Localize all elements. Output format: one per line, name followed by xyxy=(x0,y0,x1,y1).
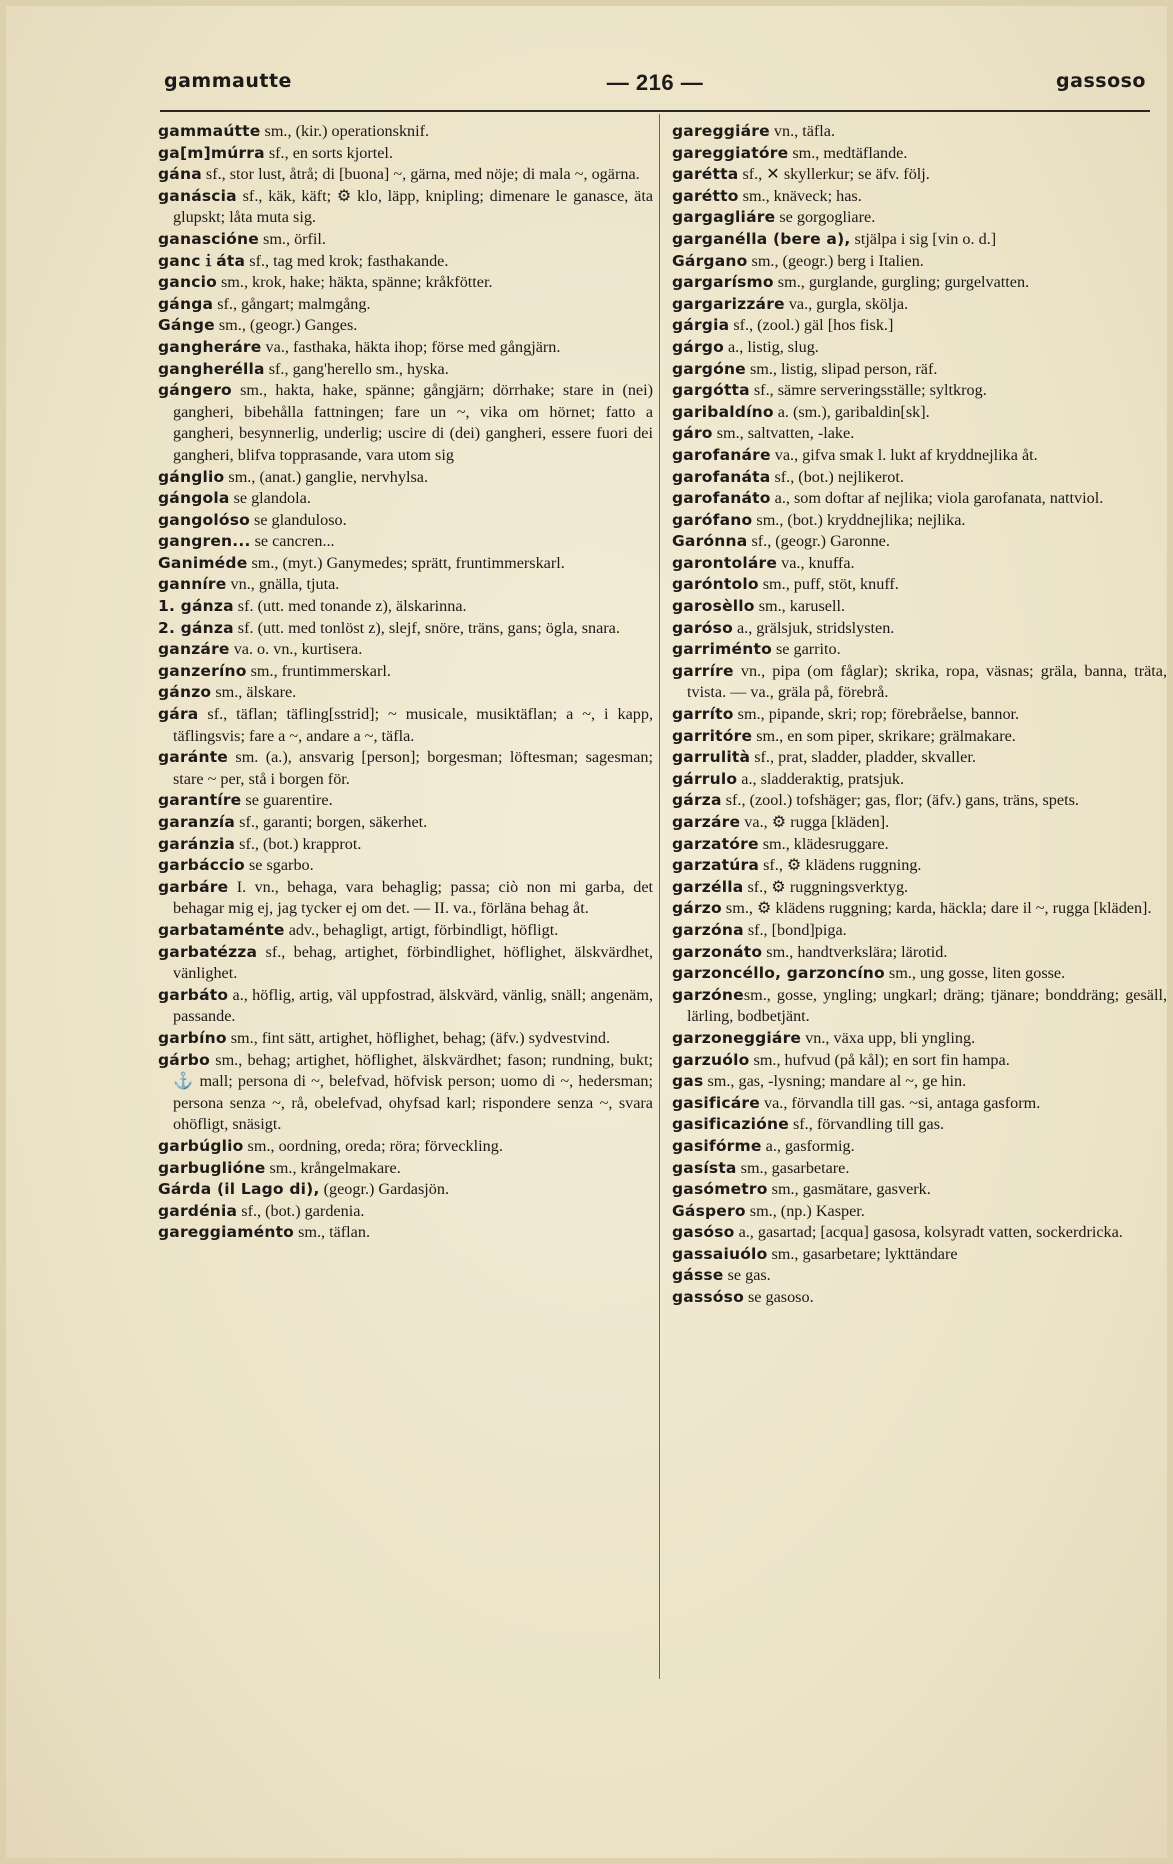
entry-headword: Gánge xyxy=(158,316,215,335)
entry-headword: garzóne xyxy=(672,985,744,1004)
dictionary-entry xyxy=(158,251,653,273)
entry-headword: gásse xyxy=(672,1266,724,1285)
dictionary-entry xyxy=(158,834,653,856)
entry-headword: garríre xyxy=(672,661,734,680)
entry-headword: garríto xyxy=(672,705,734,724)
entry-headword: gargótta xyxy=(672,381,750,400)
entry-headword: garibaldíno xyxy=(672,402,774,421)
entry-headword: garzoneggiáre xyxy=(672,1028,802,1047)
dictionary-entry xyxy=(672,553,1167,575)
entry-definition: se gasoso. xyxy=(743,1288,814,1307)
dictionary-entry xyxy=(158,229,653,251)
dictionary-entry xyxy=(672,488,1167,510)
entry-definition: sf., [bond]piga. xyxy=(743,920,847,939)
entry-headword: gárza xyxy=(672,791,722,810)
entry-headword: gareggiatóre xyxy=(672,143,789,162)
entry-headword: Gáspero xyxy=(672,1201,746,1220)
entry-headword: gassóso xyxy=(672,1288,744,1307)
entry-definition: sm., örfil. xyxy=(258,229,326,248)
entry-definition: vn., gnälla, tjuta. xyxy=(226,575,340,594)
entry-headword: gárgia xyxy=(672,316,730,335)
entry-headword: garofanáto xyxy=(672,489,771,508)
entry-headword: gammaútte xyxy=(158,122,261,140)
dictionary-entry xyxy=(158,380,653,466)
dictionary-entry xyxy=(672,315,1167,337)
dictionary-entry xyxy=(672,747,1167,769)
entry-definition: sm., puff, stöt, knuff. xyxy=(758,575,899,594)
entry-headword: garosèllo xyxy=(672,597,755,616)
dictionary-entry xyxy=(672,596,1167,618)
entry-headword: gárrulo xyxy=(672,769,738,788)
entry-definition: vn., växa upp, bli yngling. xyxy=(801,1028,976,1047)
entry-definition: se gorgogliare. xyxy=(775,208,876,227)
entry-headword: 2. gánza xyxy=(158,618,234,637)
entry-headword: garzáre xyxy=(672,813,741,831)
entry-definition: sm., (anat.) ganglie, nervhylsa. xyxy=(224,467,428,486)
dictionary-entry xyxy=(672,1093,1167,1115)
entry-headword: garóso xyxy=(672,618,733,637)
entry-definition: sm., fruntimmerskarl. xyxy=(246,661,391,680)
entry-headword: garánte xyxy=(158,748,229,767)
entry-headword: garantíre xyxy=(158,791,242,810)
dictionary-entry xyxy=(158,1222,653,1244)
entry-headword: gánga xyxy=(158,294,214,313)
entry-definition: va., ⚙ rugga [kläden]. xyxy=(740,813,890,831)
entry-definition: sm., (geogr.) berg i Italien. xyxy=(747,251,924,270)
entry-headword: garganélla (bere a), xyxy=(672,229,851,248)
dictionary-entry xyxy=(158,164,653,186)
entry-definition: se guarentire. xyxy=(241,791,333,810)
right-column xyxy=(672,121,1167,1309)
entry-headword: garzatúra xyxy=(672,856,760,875)
entry-headword: garzonáto xyxy=(672,942,763,961)
header-rule xyxy=(160,110,1150,112)
entry-definition: va. o. vn., kurtisera. xyxy=(229,640,363,659)
dictionary-entry xyxy=(672,294,1167,316)
entry-headword: gángola xyxy=(158,489,230,508)
entry-headword: gángero xyxy=(158,381,232,400)
entry-definition: sf. (utt. med tonande z), älskarinna. xyxy=(233,597,467,616)
entry-headword: gasómetro xyxy=(672,1180,768,1199)
entry-headword: gárbo xyxy=(158,1050,210,1069)
entry-definition: sf., sämre serveringsställe; syltkrog. xyxy=(749,381,987,400)
entry-headword: garriménto xyxy=(672,640,772,659)
dictionary-entry xyxy=(672,985,1167,1028)
entry-headword: garétto xyxy=(672,186,739,205)
dictionary-entry xyxy=(158,704,653,747)
entry-headword: garbáre xyxy=(158,877,229,896)
entry-definition: sm., (bot.) kryddnejlika; nejlika. xyxy=(752,510,966,529)
dictionary-entry xyxy=(158,855,653,877)
dictionary-entry xyxy=(672,186,1167,208)
dictionary-entry xyxy=(672,143,1167,165)
dictionary-entry xyxy=(672,445,1167,467)
dictionary-entry xyxy=(672,920,1167,942)
entry-headword: garófano xyxy=(672,510,753,529)
dictionary-entry xyxy=(158,618,653,640)
entry-headword: gangherélla xyxy=(158,359,265,378)
dictionary-entry xyxy=(672,380,1167,402)
entry-definition: a., listig, slug. xyxy=(723,337,819,356)
entry-definition: a., grälsjuk, stridslysten. xyxy=(732,618,895,637)
entry-definition: sm., klädesruggare. xyxy=(758,834,889,853)
dictionary-entry xyxy=(672,726,1167,748)
dictionary-entry xyxy=(672,574,1167,596)
entry-definition: sm., gurglande, gurgling; gurgelvatten. xyxy=(773,273,1030,292)
entry-headword: garontoláre xyxy=(672,553,778,572)
entry-headword: gasísta xyxy=(672,1158,737,1177)
entry-definition: a., gasformig. xyxy=(761,1136,855,1155)
dictionary-entry xyxy=(672,812,1167,834)
dictionary-entry xyxy=(672,898,1167,920)
dictionary-entry xyxy=(158,1028,653,1050)
entry-definition: sm., gasarbetare. xyxy=(736,1158,850,1177)
entry-definition: va., gurgla, skölja. xyxy=(784,294,909,313)
dictionary-entry xyxy=(672,1222,1167,1244)
dictionary-entry xyxy=(672,1050,1167,1072)
entry-headword: gargarizzáre xyxy=(672,294,785,313)
dictionary-entry xyxy=(158,1050,653,1136)
entry-definition: sm., hakta, hake, spänne; gångjärn; dörrhake; stare in (nei) gangheri, bibehålla fattningen; fare un ~, vika om hörnet; fatto a gangheri, besynnerlig, underlig; uscire di (dei) gangheri, essere fuori dei gangheri, blifva topprasande, vara utom sig xyxy=(173,381,653,464)
entry-definition: sf., (zool.) tofshäger; gas, flor; (äfv.) gans, träns, spets. xyxy=(721,791,1079,810)
dictionary-entry xyxy=(158,531,653,553)
entry-headword: Gárgano xyxy=(672,251,748,270)
entry-definition: sf., täflan; täfling[sstrid]; ~ musicale, musiktäflan; a ~, i kapp, täflingsvis; fare a ~, andare a ~, täfla. xyxy=(173,705,653,745)
dictionary-entry xyxy=(672,704,1167,726)
dictionary-entry xyxy=(672,402,1167,424)
entry-definition: a., som doftar af nejlika; viola garofanata, nattviol. xyxy=(770,489,1104,508)
entry-headword: gangren... xyxy=(158,532,251,551)
dictionary-entry xyxy=(158,294,653,316)
entry-headword: gareggiáre xyxy=(672,122,770,140)
entry-headword: ganzeríno xyxy=(158,661,247,680)
entry-headword: garbuglióne xyxy=(158,1158,266,1177)
entry-headword: garóntolo xyxy=(672,575,759,594)
dictionary-entry xyxy=(672,1179,1167,1201)
entry-headword: gancio xyxy=(158,273,217,292)
entry-definition: sm., knäveck; has. xyxy=(738,186,862,205)
entry-definition: adv., behagligt, artigt, förbindligt, höfligt. xyxy=(284,920,559,939)
entry-headword: Ganiméde xyxy=(158,553,248,572)
entry-definition: sm., krångelmakare. xyxy=(265,1158,401,1177)
entry-headword: ga[m]múrra xyxy=(158,143,265,162)
entry-headword: ganzáre xyxy=(158,640,230,659)
entry-definition: sm., pipande, skri; rop; förebråelse, bannor. xyxy=(733,705,1020,724)
entry-headword: gareggiaménto xyxy=(158,1223,295,1242)
entry-headword: gárzo xyxy=(672,899,722,918)
page-header xyxy=(160,70,1150,110)
entry-definition: vn., täfla. xyxy=(769,122,836,140)
entry-definition: sf., gang'herello sm., hyska. xyxy=(264,359,449,378)
entry-definition: sm., gasmätare, gasverk. xyxy=(767,1180,931,1199)
dictionary-entry xyxy=(672,337,1167,359)
entry-definition: sf., stor lust, åtrå; di [buona] ~, gärna, med nöje; di mala ~, ogärna. xyxy=(201,165,640,184)
entry-headword: gána xyxy=(158,165,202,184)
left-guide-word: gammautte xyxy=(164,70,292,92)
dictionary-entry xyxy=(672,942,1167,964)
entry-definition: sm., (myt.) Ganymedes; sprätt, fruntimmerskarl. xyxy=(247,553,565,572)
entry-definition: sf., förvandling till gas. xyxy=(788,1115,945,1134)
dictionary-entry xyxy=(672,1287,1167,1309)
dictionary-entry xyxy=(672,121,1167,143)
dictionary-entry xyxy=(672,467,1167,489)
entry-definition: se gas. xyxy=(723,1266,771,1285)
dictionary-entry xyxy=(158,1136,653,1158)
entry-headword: gáro xyxy=(672,424,713,443)
dictionary-entry xyxy=(158,661,653,683)
entry-headword: 1. gánza xyxy=(158,597,234,616)
entry-definition: sf., ⚙ klädens ruggning. xyxy=(759,856,922,875)
entry-definition: se glandola. xyxy=(229,489,311,508)
dictionary-entry xyxy=(158,790,653,812)
entry-headword: garzatóre xyxy=(672,834,759,853)
entry-headword: gas xyxy=(672,1072,704,1091)
dictionary-entry xyxy=(158,596,653,618)
entry-definition: sm., älskare. xyxy=(211,683,297,702)
entry-definition: se sgarbo. xyxy=(244,856,314,875)
dictionary-entry xyxy=(158,359,653,381)
entry-definition: sm., gosse, yngling; ungkarl; dräng; tjänare; bonddräng; gesäll, lärling, bodbetjänt. xyxy=(687,985,1167,1026)
dictionary-entry xyxy=(672,1158,1167,1180)
dictionary-entry xyxy=(158,920,653,942)
dictionary-entry xyxy=(672,1071,1167,1093)
entry-definition: sm. (a.), ansvarig [person]; borgesman; löftesman; sagesman; stare ~ per, stå i borgen för. xyxy=(173,748,653,788)
entry-definition: I. vn., behaga, vara behaglig; passa; ciò non mi garba, det behagar mig ej, jag tycker ej om det. — II. va., förläna behag åt. xyxy=(173,877,653,918)
dictionary-entry xyxy=(672,769,1167,791)
dictionary-entry xyxy=(672,510,1167,532)
entry-headword: garánzia xyxy=(158,834,236,853)
dictionary-entry xyxy=(158,467,653,489)
entry-definition: va., förvandla till gas. ~si, antaga gasform. xyxy=(759,1093,1041,1112)
dictionary-entry xyxy=(672,251,1167,273)
entry-definition: sf., en sorts kjortel. xyxy=(264,143,393,162)
entry-headword: gancｉáta xyxy=(158,251,246,270)
entry-definition: sf., (zool.) gäl [hos fisk.] xyxy=(729,316,894,335)
entry-definition: sm., ung gosse, liten gosse. xyxy=(884,964,1066,983)
entry-definition: sf., (bot.) krapprot. xyxy=(235,834,362,853)
entry-definition: a., höflig, artig, väl uppfostrad, älskvärd, vänlig, snäll; angenäm, passande. xyxy=(173,985,653,1026)
entry-headword: gánzo xyxy=(158,683,212,702)
entry-headword: gánglio xyxy=(158,467,225,486)
entry-definition: sf., prat, sladder, pladder, skvaller. xyxy=(750,748,976,767)
entry-headword: gassaiuólo xyxy=(672,1244,768,1263)
entry-headword: gasificáre xyxy=(672,1093,760,1112)
dictionary-entry xyxy=(672,855,1167,877)
entry-definition: sm., handtverkslära; lärotid. xyxy=(762,942,948,961)
entry-definition: sm., karusell. xyxy=(754,597,846,616)
entry-headword: gangheráre xyxy=(158,337,262,356)
dictionary-entry xyxy=(672,1201,1167,1223)
entry-headword: garbatézza xyxy=(158,942,258,961)
entry-definition: sm., ⚙ klädens ruggning; karda, häckla; dare il ~, rugga [kläden]. xyxy=(721,899,1152,918)
entry-headword: gargagliáre xyxy=(672,208,776,227)
dictionary-entry xyxy=(672,164,1167,186)
entry-headword: garbúglio xyxy=(158,1136,244,1155)
dictionary-entry xyxy=(158,121,653,143)
entry-definition: sm., en som piper, skrikare; grälmakare. xyxy=(752,726,1016,745)
entry-definition: va., fasthaka, häkta ihop; förse med gångjärn. xyxy=(261,337,561,356)
entry-headword: gargóne xyxy=(672,359,746,378)
dictionary-entry xyxy=(672,272,1167,294)
dictionary-entry xyxy=(672,618,1167,640)
entry-definition: sm., gas, -lysning; mandare al ~, ge hin. xyxy=(703,1072,967,1091)
entry-definition: sm., (kir.) operationsknif. xyxy=(260,122,430,140)
dictionary-entry xyxy=(158,488,653,510)
entry-headword: garbíno xyxy=(158,1028,227,1047)
page-number: — 216 — xyxy=(606,70,704,95)
entry-headword: garzóna xyxy=(672,920,744,939)
dictionary-entry xyxy=(672,1265,1167,1287)
dictionary-entry xyxy=(158,877,653,920)
dictionary-entry xyxy=(158,1201,653,1223)
entry-headword: garofanáre xyxy=(672,445,771,464)
dictionary-entry xyxy=(158,1179,653,1201)
entry-definition: sf., (bot.) nejlikerot. xyxy=(770,467,904,486)
dictionary-entry xyxy=(672,207,1167,229)
entry-headword: garzélla xyxy=(672,877,744,896)
dictionary-entry xyxy=(158,747,653,790)
dictionary-entry xyxy=(158,574,653,596)
dictionary-entry xyxy=(672,229,1167,251)
dictionary-entry xyxy=(158,272,653,294)
dictionary-entry xyxy=(672,661,1167,704)
entry-headword: gargarísmo xyxy=(672,273,774,292)
entry-headword: gasifórme xyxy=(672,1136,762,1155)
entry-headword: garétta xyxy=(672,165,739,184)
entry-definition: sf., (geogr.) Garonne. xyxy=(747,532,890,551)
entry-definition: sf., gångart; malmgång. xyxy=(213,294,371,313)
entry-headword: garbataménte xyxy=(158,920,285,939)
entry-definition: sf., ⚙ ruggningsverktyg. xyxy=(743,877,909,896)
entry-definition: sf., garanti; borgen, säkerhet. xyxy=(235,813,428,831)
entry-definition: a., sladderaktig, pratsjuk. xyxy=(737,769,905,788)
entry-definition: sm., oordning, oreda; röra; förveckling. xyxy=(243,1136,503,1155)
entry-headword: gasóso xyxy=(672,1223,735,1242)
entry-definition: va., knuffa. xyxy=(777,553,855,572)
dictionary-entry xyxy=(672,790,1167,812)
entry-definition: sm., krok, hake; häkta, spänne; kråkfötter. xyxy=(216,273,493,292)
dictionary-entry xyxy=(158,315,653,337)
entry-definition: sf., ✕ skyllerkur; se äfv. följ. xyxy=(738,165,930,184)
dictionary-entry xyxy=(672,1028,1167,1050)
entry-definition: vn., pipa (om fåglar); skrika, ropa, väsnas; gräla, banna, träta, tvista. — va., gräla på, förebrå. xyxy=(687,661,1167,702)
entry-headword: garritóre xyxy=(672,726,753,745)
entry-definition: sm., saltvatten, -lake. xyxy=(712,424,855,443)
dictionary-entry xyxy=(158,812,653,834)
entry-definition: stjälpa i sig [vin o. d.] xyxy=(850,229,997,248)
dictionary-entry xyxy=(672,877,1167,899)
entry-headword: gangolóso xyxy=(158,510,250,529)
entry-headword: gára xyxy=(158,705,199,724)
entry-definition: sm., (geogr.) Ganges. xyxy=(214,316,358,335)
dictionary-entry xyxy=(158,143,653,165)
dictionary-entry xyxy=(158,553,653,575)
dictionary-entry xyxy=(158,639,653,661)
entry-headword: garzuólo xyxy=(672,1050,750,1069)
entry-definition: se garrito. xyxy=(771,640,841,659)
entry-definition: sf. (utt. med tonlöst z), slejf, snöre, träns, gans; ögla, snara. xyxy=(233,618,620,637)
dictionary-entry xyxy=(672,1114,1167,1136)
entry-definition: sm., (np.) Kasper. xyxy=(745,1201,865,1220)
entry-definition: sm., listig, slipad person, räf. xyxy=(745,359,938,378)
dictionary-entry xyxy=(158,1158,653,1180)
entry-definition: sm., medtäflande. xyxy=(788,143,908,162)
dictionary-entry xyxy=(672,963,1167,985)
entry-headword: ganáscia xyxy=(158,186,237,205)
entry-headword: ganníre xyxy=(158,575,227,594)
dictionary-entry xyxy=(672,359,1167,381)
entry-definition: se cancren... xyxy=(250,532,335,551)
entry-headword: gardénia xyxy=(158,1201,238,1220)
entry-headword: garbáccio xyxy=(158,856,245,875)
entry-headword: garrulità xyxy=(672,748,751,767)
entry-definition: sf., behag, artighet, förbindlighet, höflighet, älskvärdhet, vänlighet. xyxy=(173,942,653,983)
entry-definition: sm., täflan. xyxy=(294,1223,371,1242)
dictionary-entry xyxy=(158,682,653,704)
right-guide-word: gassoso xyxy=(1056,70,1146,92)
left-column xyxy=(158,121,653,1244)
entry-headword: Gárda (il Lago di), xyxy=(158,1180,320,1199)
entry-headword: Garónna xyxy=(672,532,748,551)
entry-definition: (geogr.) Gardasjön. xyxy=(319,1180,450,1199)
entry-definition: sf., käk, käft; ⚙ klo, läpp, knipling; dimenare le ganasce, äta glupskt; låta muta sig. xyxy=(173,186,653,227)
entry-headword: garbáto xyxy=(158,985,229,1004)
dictionary-entry xyxy=(158,186,653,229)
entry-definition: sm., hufvud (på kål); en sort fin hampa. xyxy=(749,1050,1010,1069)
dictionary-entry xyxy=(672,834,1167,856)
entry-headword: garanzía xyxy=(158,813,236,831)
entry-headword: garzoncéllo, garzoncíno xyxy=(672,964,885,983)
entry-definition: se glanduloso. xyxy=(249,510,347,529)
entry-headword: garofanáta xyxy=(672,467,771,486)
entry-definition: sm., gasarbetare; lykttändare xyxy=(767,1244,958,1263)
dictionary-entry xyxy=(158,510,653,532)
column-divider xyxy=(659,114,660,1679)
dictionary-entry xyxy=(158,337,653,359)
entry-definition: sf., tag med krok; fasthakande. xyxy=(245,251,449,270)
entry-definition: sm., fint sätt, artighet, höflighet, behag; (äfv.) sydvestvind. xyxy=(226,1028,611,1047)
dictionary-entry xyxy=(672,1244,1167,1266)
entry-definition: a. (sm.), garibaldin[sk]. xyxy=(773,402,930,421)
entry-definition: sm., behag; artighet, höflighet, älskvärdhet; fason; rundning, bukt; ⚓ mall; persona di ~, belefvad, höfvisk person; uomo di ~, hedersman; persona senza ~, rå, obelefvad, ohyfsad karl; rispondere senza ~, svara ohöfligt, snäsigt. xyxy=(173,1050,653,1134)
dictionary-entry xyxy=(672,531,1167,553)
entry-headword: ganascióne xyxy=(158,229,259,248)
entry-definition: a., gasartad; [acqua] gasosa, kolsyradt vatten, sockerdricka. xyxy=(734,1223,1123,1242)
entry-headword: gárgo xyxy=(672,337,724,356)
dictionary-entry xyxy=(158,985,653,1028)
dictionary-entry xyxy=(672,1136,1167,1158)
entry-definition: va., gifva smak l. lukt af kryddnejlika åt. xyxy=(770,445,1038,464)
dictionary-entry xyxy=(158,942,653,985)
entry-headword: gasificazióne xyxy=(672,1115,789,1134)
entry-definition: sf., (bot.) gardenia. xyxy=(237,1201,365,1220)
dictionary-entry xyxy=(672,639,1167,661)
dictionary-entry xyxy=(672,423,1167,445)
